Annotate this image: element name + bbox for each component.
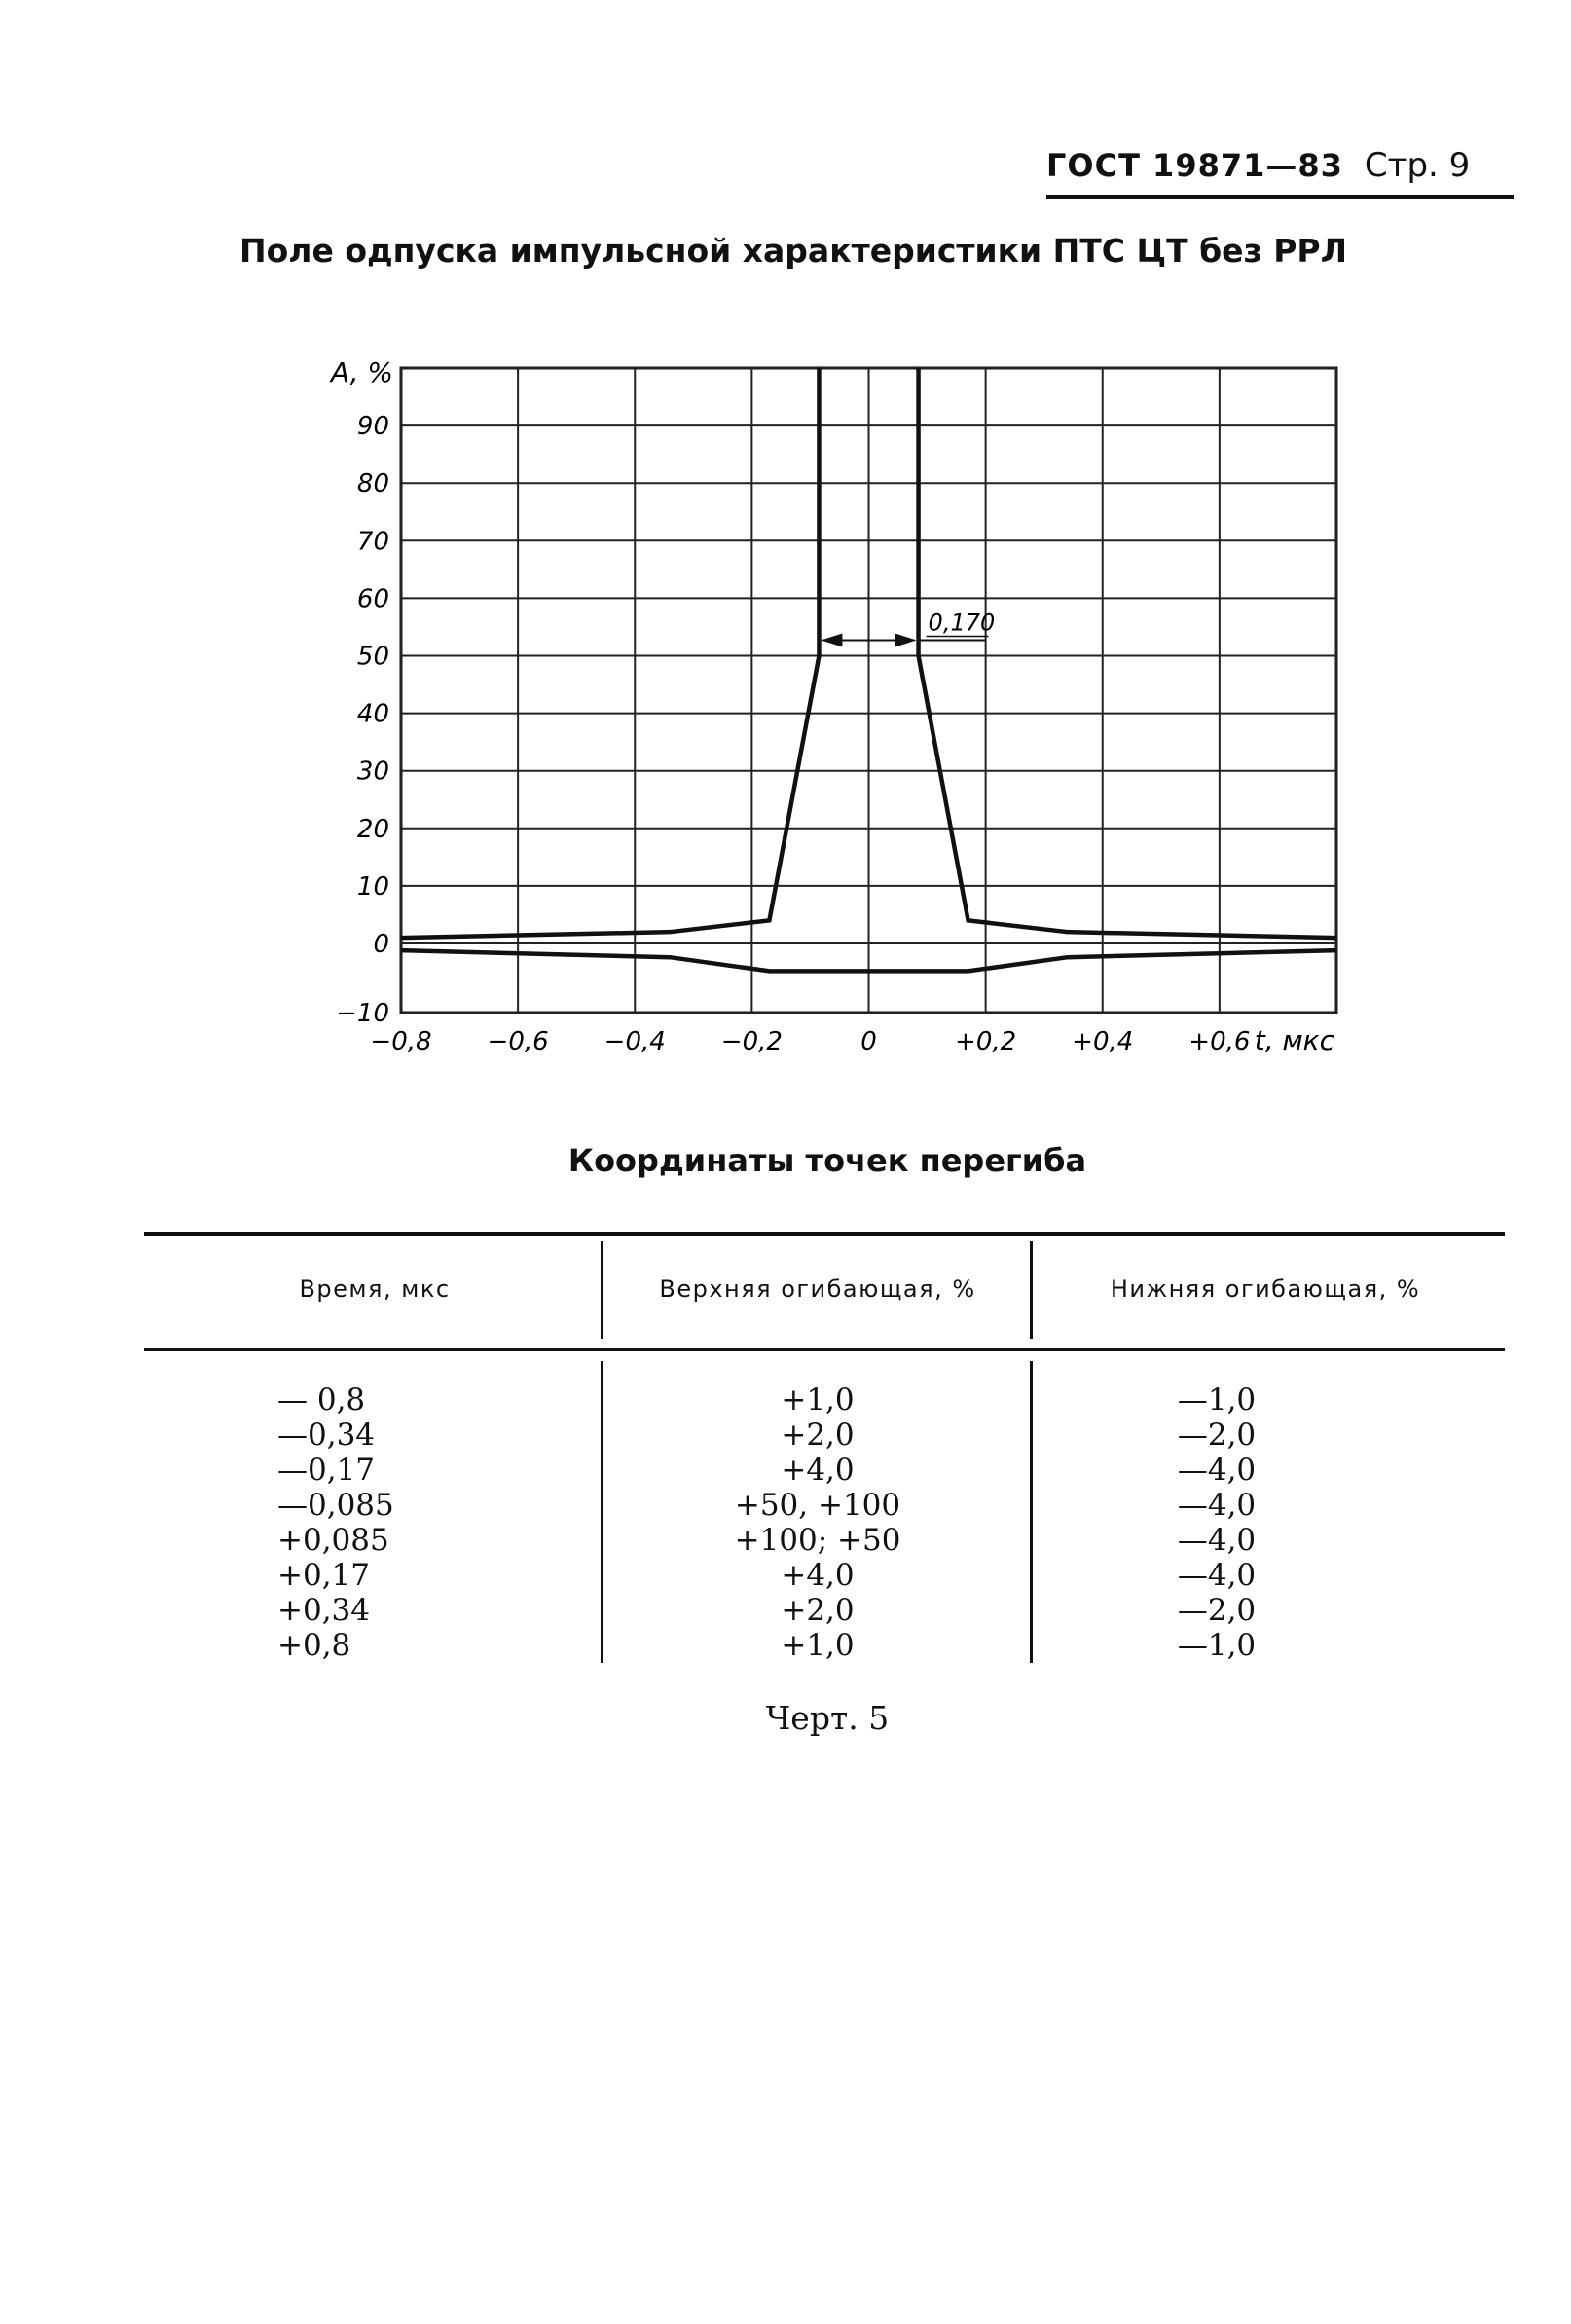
x-tick-label: −0,2 [720, 1027, 783, 1056]
lower-cell: —1,0 [1177, 1383, 1257, 1418]
y-tick-label: 10 [356, 871, 389, 902]
x-tick-label: −0,4 [603, 1027, 666, 1056]
y-tick-label: 40 [356, 699, 389, 729]
x-tick-label: +0,4 [1072, 1027, 1134, 1056]
table-col-divider-2-body [1030, 1361, 1033, 1663]
time-cell: +0,8 [277, 1628, 351, 1663]
time-cell: —0,085 [277, 1488, 394, 1523]
x-tick-label: −0,8 [370, 1027, 432, 1056]
y-tick-label: 60 [356, 584, 389, 614]
lower-envelope-column [1110, 1383, 1324, 1663]
y-tick-label: 90 [356, 412, 389, 442]
annotation-label: 0,170 [928, 609, 996, 637]
upper-cell: +1,0 [781, 1383, 855, 1418]
y-tick-label: 20 [356, 814, 389, 844]
impulse-response-chart [0, 0, 1571, 1090]
y-tick-label: −10 [336, 999, 389, 1028]
x-tick-label: −0,6 [487, 1027, 549, 1056]
lower-cell: —4,0 [1177, 1558, 1257, 1593]
page-number: Стр. 9 [1364, 146, 1471, 185]
header-lower-envelope: Нижняя огибающая, % [1110, 1275, 1421, 1303]
lower-cell: —2,0 [1177, 1418, 1257, 1453]
y-tick-label: 0 [373, 930, 389, 959]
x-tick-label: +0,6 [1188, 1027, 1251, 1056]
time-cell: +0,34 [277, 1593, 370, 1628]
lower-cell: —4,0 [1177, 1523, 1257, 1558]
time-cell: —0,17 [277, 1453, 376, 1488]
upper-cell: +100; +50 [734, 1523, 901, 1558]
x-tick-label: 0 [860, 1027, 877, 1056]
upper-cell: +2,0 [781, 1593, 855, 1628]
y-tick-label: 80 [356, 469, 389, 499]
envelope-line-1 [401, 368, 819, 938]
lower-cell: —4,0 [1177, 1488, 1257, 1523]
table-col-divider-1-body [601, 1361, 603, 1663]
time-cell: +0,17 [277, 1558, 370, 1593]
upper-cell: +4,0 [781, 1453, 855, 1488]
time-cell: +0,085 [277, 1523, 389, 1558]
upper-cell: +1,0 [781, 1628, 855, 1663]
upper-cell: +2,0 [781, 1418, 855, 1453]
standard-number: ГОСТ 19871—83 [1046, 147, 1343, 184]
lower-cell: —2,0 [1177, 1593, 1257, 1628]
upper-envelope-column [662, 1383, 973, 1663]
upper-cell: +50, +100 [734, 1488, 901, 1523]
time-column [224, 1383, 419, 1663]
envelope-line-2 [919, 368, 1336, 938]
upper-cell: +4,0 [781, 1558, 855, 1593]
figure-title: Поле одпуска импульсной характеристики ПТС ЦТ без РРЛ [238, 232, 1347, 270]
table-col-divider-2 [1030, 1241, 1033, 1339]
time-cell: — 0,8 [277, 1383, 366, 1418]
table-top-rule [144, 1232, 1505, 1236]
x-axis-label: t, мкс [1254, 1024, 1334, 1056]
header-upper-envelope: Верхняя огибающая, % [659, 1275, 976, 1303]
table-header-rule [144, 1348, 1505, 1351]
time-cell: —0,34 [277, 1418, 376, 1453]
y-axis-label: A, % [330, 356, 393, 388]
y-tick-label: 30 [356, 756, 389, 787]
lower-cell: —1,0 [1177, 1628, 1257, 1663]
table-title: Координаты точек перегиба [567, 1142, 1087, 1179]
header-time: Время, мкс [299, 1275, 451, 1303]
annotation-arrowhead-left [821, 634, 842, 647]
lower-cell: —4,0 [1177, 1453, 1257, 1488]
y-tick-label: 70 [356, 527, 389, 557]
y-tick-label: 50 [356, 642, 389, 672]
x-tick-label: +0,2 [955, 1027, 1017, 1056]
figure-caption: Черт. 5 [765, 1699, 890, 1737]
table-col-divider-1 [601, 1241, 603, 1339]
annotation-arrowhead-right [895, 634, 917, 647]
